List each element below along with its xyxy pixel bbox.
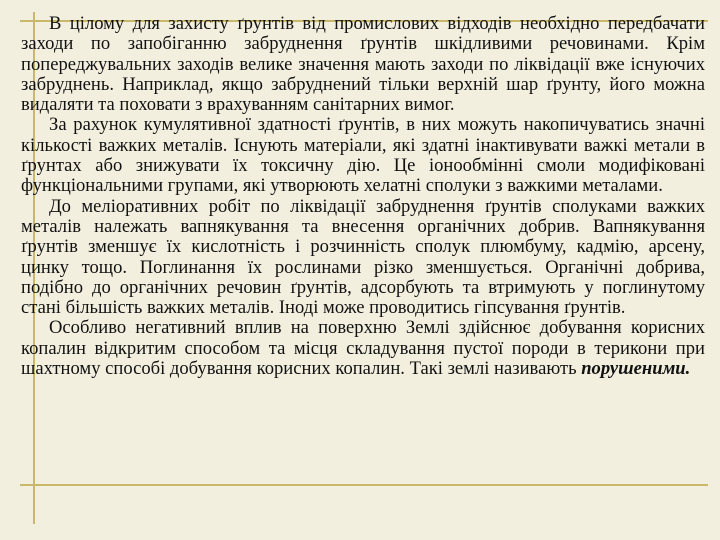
- paragraph-mining-text: Особливо негативний вплив на поверхню Землі здійснює добування корисних копалин відкритим способом та місця складування пустої породи в терикони при шахтному способі добування корисних копалин. Такі землі називають: [21, 317, 705, 380]
- paragraph-soil-protection: В цілому для захисту ґрунтів від промислових відходів необхідно передбачати заходи по запобіганню забруднення ґрунтів шкідливими речовинами. Крім попереджувальних заходів велике значення мають заходи по ліквідації вже існуючих забруднень. Наприклад, якщо забруднений тільки верхній шар ґрунту, його можна видаляти та поховати з врахуванням санітарних вимог.: [21, 13, 705, 116]
- emphasized-term: порушеними.: [581, 358, 691, 380]
- paragraph-reclamation: До меліоративних робіт по ліквідації забруднення ґрунтів сполуками важких металів належать вапнякування та внесення органічних добрив. Вапнякування ґрунтів зменшує їх кислотність і розчинність сполук плюмбуму, кадмію, арсену, цинку тощо. Поглинання їх рослинами різко зменшується. Органічні добрива, подібно до органічних речовин ґрунтів, адсорбують та втримують у поглинутому стані більшість важких металів. Іноді може проводитись гіпсування ґрунтів.: [21, 195, 705, 319]
- paragraph-mining-impact: [21, 318, 705, 379]
- bottom-decorative-rule: [20, 484, 708, 486]
- paragraph-heavy-metals: За рахунок кумулятивної здатності ґрунтів, в них можуть накопичуватись значні кількості важких металів. Існують матеріали, які здатні інактивувати важкі метали в ґрунтах або знижувати їх токсичну дію. Це іонообмінні смоли модифіковані функціональними групами, які утворюють хелатні сполуки з важкими металами.: [21, 114, 705, 197]
- slide-text-block: [21, 14, 705, 379]
